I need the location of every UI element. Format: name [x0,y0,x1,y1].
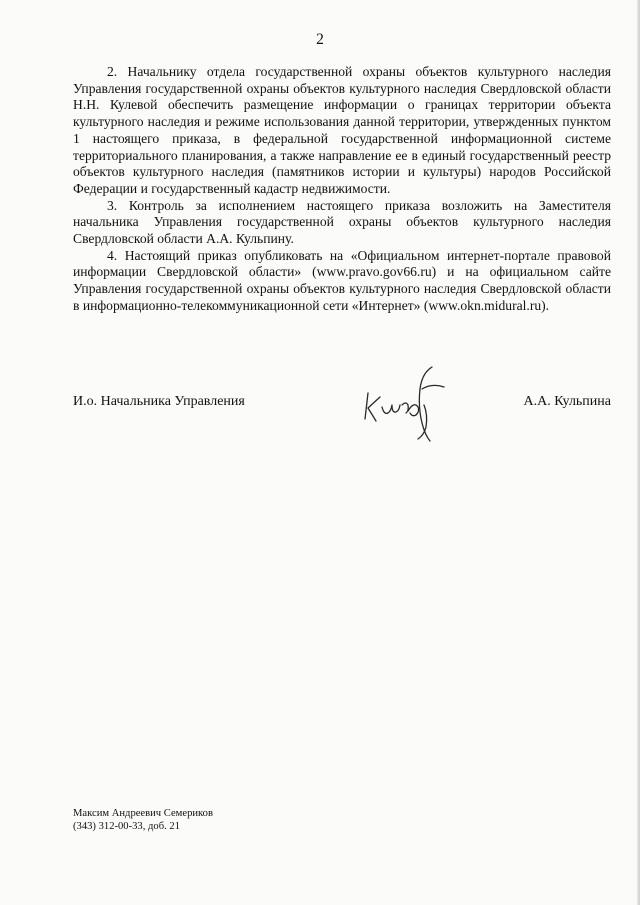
signatory-name: А.А. Кульпина [523,394,611,409]
footer-contact [73,807,213,833]
signature-block [73,394,611,412]
paragraph-2: 2. Начальнику отдела государственной охраны объектов культурного наследия Управления государственной охраны объектов культурного наследия Свердловской области Н.Н. Кулевой обеспечить размещение информации о границах территории объекта культурного наследия и режиме использования данной территории, утвержденных пунктом 1 настоящего приказа, в федеральной государственной информационной системе территориального планирования, а также направление ее в единый государственный реестр объектов культурного наследия (памятников истории и культуры) народов Российской Федерации и государственный кадастр недвижимости. [73,64,611,196]
executor-phone: (343) 312-00-33, доб. 21 [73,821,180,832]
document-body [73,64,611,315]
signatory-position: И.о. Начальника Управления [73,394,245,409]
paragraph-4: 4. Настоящий приказ опубликовать на «Официальном интернет-портале правовой информации Свердловской области» (www.pravo.gov66.ru) и на официальном сайте Управления государственной охраны объектов культурного наследия Свердловской области в информационно-телекоммуникационной сети «Интернет» (www.okn.midural.ru). [73,247,611,313]
paragraph-3: 3. Контроль за исполнением настоящего приказа возложить на Заместителя начальника Управления государственной охраны объектов культурного наследия Свердловской области А.А. Кульпину. [73,197,611,247]
executor-name: Максим Андреевич Семериков [73,808,213,819]
handwritten-signature [362,363,454,445]
page-number: 2 [316,31,324,48]
